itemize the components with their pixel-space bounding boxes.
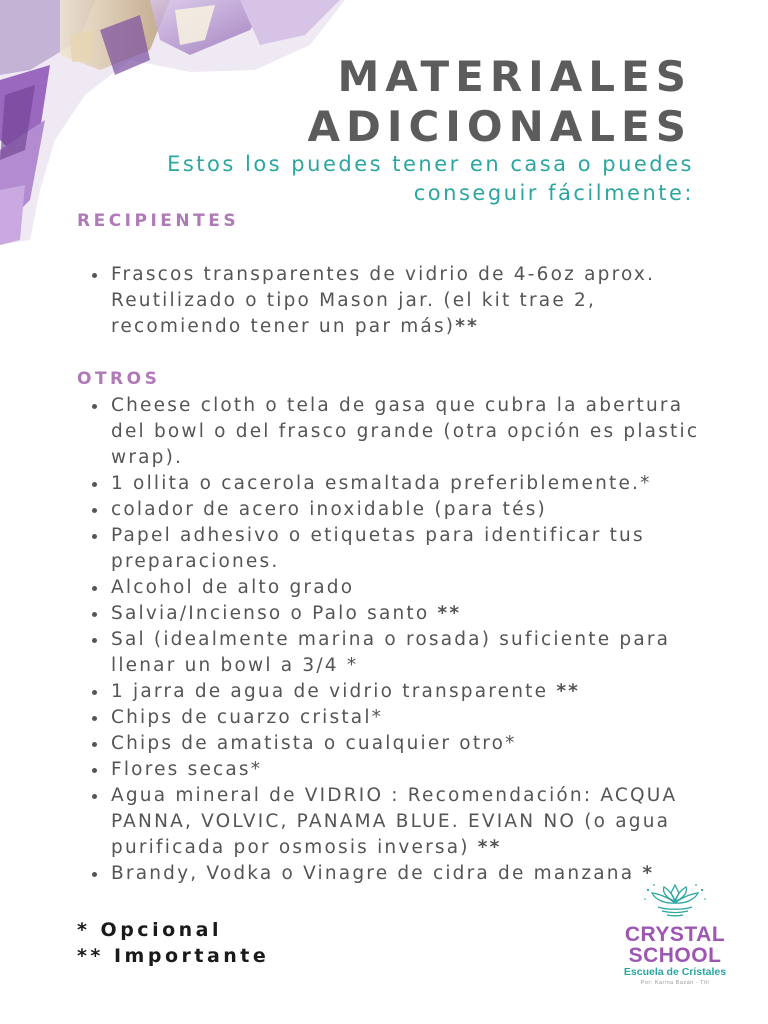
list-item	[111, 523, 721, 575]
item-mark: **	[477, 837, 502, 858]
list-item	[111, 731, 721, 757]
item-text: Frascos transparentes de vidrio de 4-6oz aprox. Reutilizado o tipo Mason jar. (el kit trae 2, recomiendo tener un par más)	[111, 264, 656, 337]
legend-important: ** Importante	[77, 945, 270, 967]
list-item	[111, 757, 721, 783]
item-text: colador de acero inoxidable (para tés)	[111, 499, 547, 520]
subtitle-line-1: Estos los puedes tener en casa o puedes	[167, 152, 694, 176]
list-item	[111, 601, 721, 627]
list-item	[111, 575, 721, 601]
list-item	[111, 471, 721, 497]
logo-tagline: Escuela de Cristales	[623, 966, 727, 978]
logo-line-1: CRYSTAL	[624, 923, 726, 946]
list-item	[111, 783, 721, 861]
logo-byline: Por: Karina Bazán - Titi	[640, 980, 710, 986]
item-mark: **	[437, 603, 462, 624]
section-heading-otros: OTROS	[77, 369, 161, 389]
item-mark: *	[642, 863, 655, 884]
item-text: Flores secas*	[111, 759, 263, 780]
otros-list	[111, 393, 721, 887]
list-item	[111, 705, 721, 731]
list-item	[111, 262, 721, 340]
title-line-2: ADICIONALES	[307, 102, 692, 151]
subtitle-line-2: conseguir fácilmente:	[413, 181, 694, 205]
item-text: 1 ollita o cacerola esmaltada preferiblemente.*	[111, 473, 652, 494]
item-text: Salvia/Incienso o Palo santo	[111, 603, 438, 624]
list-item	[111, 497, 721, 523]
item-text: Sal (idealmente marina o rosada) suficiente para llenar un bowl a 3/4 *	[111, 629, 671, 676]
item-text: Cheese cloth o tela de gasa que cubra la abertura del bowl o del frasco grande (otra opción es plastic wrap).	[111, 395, 700, 468]
list-item	[111, 627, 721, 679]
item-text: Brandy, Vodka o Vinagre de cidra de manzana	[111, 863, 643, 884]
page-subtitle	[94, 150, 694, 208]
title-line-1: MATERIALES	[337, 52, 692, 101]
recipientes-list	[111, 262, 721, 340]
legend-optional: * Opcional	[77, 919, 222, 941]
page-title	[307, 52, 692, 152]
list-item	[111, 679, 721, 705]
item-text: Chips de cuarzo cristal*	[111, 707, 384, 728]
lotus-icon	[640, 882, 710, 920]
item-text: Agua mineral de VIDRIO : Recomendación: ACQUA PANNA, VOLVIC, PANAMA BLUE. EVIAN NO (o agua purificada por osmosis inversa)	[111, 785, 678, 858]
item-text: Papel adhesivo o etiquetas para identificar tus preparaciones.	[111, 525, 645, 572]
logo-line-2: SCHOOL	[628, 944, 722, 967]
list-item	[111, 393, 721, 471]
item-text: Chips de amatista o cualquier otro*	[111, 733, 517, 754]
item-mark: **	[556, 681, 581, 702]
item-mark: **	[455, 316, 479, 337]
item-text: 1 jarra de agua de vidrio transparente	[111, 681, 557, 702]
crystal-school-logo	[620, 882, 730, 987]
legend	[77, 917, 269, 969]
item-text: Alcohol de alto grado	[111, 577, 355, 598]
section-heading-recipientes: RECIPIENTES	[77, 211, 240, 231]
